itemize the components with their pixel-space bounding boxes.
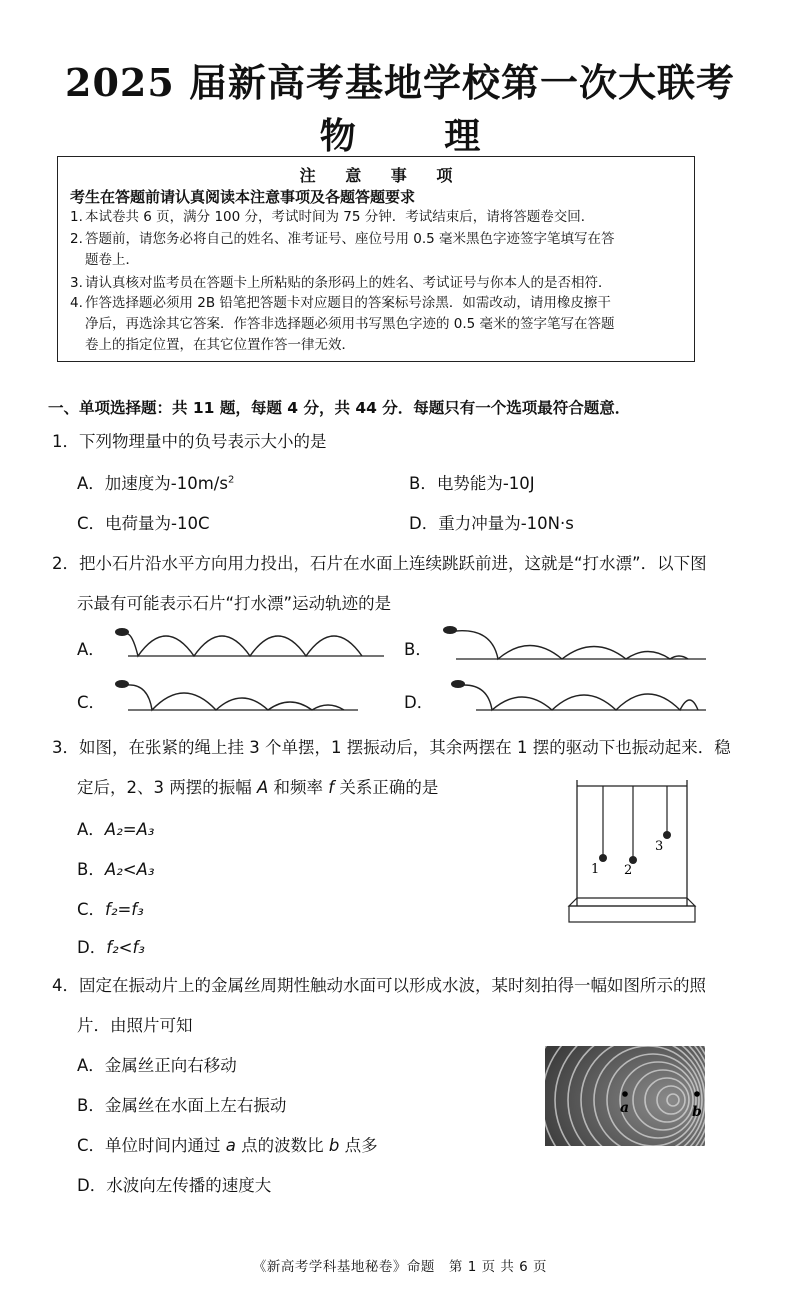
q3-option-d-body: f₂<f₃: [106, 938, 145, 957]
q2-stem-line2: 示最有可能表示石片“打水漂”运动轨迹的是: [77, 594, 392, 613]
q4-water-wave-photo: [545, 1046, 705, 1146]
q3-pendulum-figure: [565, 776, 705, 936]
q3-option-b-prefix: B．: [77, 860, 105, 879]
q4-option-d: D．水波向左传播的速度大: [77, 1176, 272, 1195]
q2-option-c: C．: [77, 693, 106, 712]
q3-stem-text: 和频率: [268, 778, 329, 797]
q2-trajectory-a: [108, 622, 388, 662]
point-b-label: b: [692, 1104, 702, 1120]
q4-var-b: b: [328, 1136, 340, 1155]
notice-item-text: 答题前，请您务必将自己的姓名、准考证号、座位号用 0.5 毫米黑色字迹签字笔填写在答: [85, 231, 615, 247]
notice-item-number: 1.: [70, 209, 83, 225]
q3-var-f: f: [328, 778, 335, 797]
q3-option-c-body: f₂=f₃: [105, 900, 144, 919]
notice-subheading: 考生在答题前请认真阅读本注意事项及各题答题要求: [70, 188, 416, 206]
q4-option-c-text: 点的波数比: [235, 1136, 329, 1155]
q3-option-c: [77, 896, 144, 920]
q2-option-a: A．: [77, 640, 105, 659]
q1-option-c: C．电荷量为-10C: [77, 514, 210, 533]
notice-item-number: 2.: [70, 231, 83, 247]
notice-item-number: 3.: [70, 275, 83, 291]
q3-stem-line2: [77, 774, 438, 798]
figure-base-top: [569, 898, 695, 906]
q2-trajectory-c: [108, 676, 388, 716]
q2-stem-line1: 2．把小石片沿水平方向用力投出，石片在水面上连续跳跃前进，这就是“打水漂”．以下图: [52, 554, 707, 573]
pendulum-label-3: 3: [655, 839, 664, 854]
q3-stem-text: 定后，2、3 两摆的振幅: [77, 778, 257, 797]
point-a-label: a: [620, 1100, 630, 1116]
pendulum-bob-1: [599, 854, 607, 862]
q1-stem: 1．下列物理量中的负号表示大小的是: [52, 432, 327, 451]
q3-option-d: [77, 934, 145, 958]
pendulum-label-2: 2: [624, 863, 633, 878]
point-b-marker: [694, 1091, 700, 1097]
q3-option-a-body: A₂=A₃: [104, 820, 155, 839]
notice-item-text: 请认真核对监考员在答题卡上所粘贴的条形码上的姓名、考试证号与你本人的是否相符．: [85, 275, 612, 291]
q3-var-a: A: [257, 778, 269, 797]
q4-option-c-text: C．单位时间内通过: [77, 1136, 226, 1155]
q3-option-a-prefix: A．: [77, 820, 105, 839]
q1-option-a-text: A．加速度为-10m/s: [77, 474, 228, 493]
page-footer: 《新高考学科基地秘卷》命题 第 1 页 共 6 页: [252, 1259, 548, 1275]
notice-item-3: [70, 273, 680, 294]
notice-heading: 注 意 事 项: [299, 166, 465, 185]
q4-option-b: B．金属丝在水面上左右振动: [77, 1096, 287, 1115]
q3-stem-line1: 3．如图，在张紧的绳上挂 3 个单摆，1 摆振动后，其余两摆在 1 摆的驱动下也振动起来．稳: [52, 738, 731, 757]
notice-item-text: 本试卷共 6 页，满分 100 分，考试时间为 75 分钟．考试结束后，请将答题卷交回．: [85, 209, 595, 225]
pendulum-bob-3: [663, 831, 671, 839]
section-heading: 一、单项选择题：共 11 题，每题 4 分，共 44 分．每题只有一个选项最符合题意．: [48, 399, 631, 417]
exam-title: 2025 届新高考基地学校第一次大联考: [65, 60, 735, 105]
q4-option-c: [77, 1132, 378, 1156]
q4-option-c-text: 点多: [339, 1136, 378, 1155]
subject-title: 物 理: [319, 115, 519, 157]
notice-box: [57, 156, 695, 362]
figure-base: [569, 906, 695, 922]
q4-stem-line1: 4．固定在振动片上的金属丝周期性触动水面可以形成水波，某时刻拍得一幅如图所示的照: [52, 976, 706, 995]
q4-stem-line2: 片．由照片可知: [77, 1016, 193, 1035]
q2-trajectory-d: [436, 676, 711, 716]
notice-item-1: [70, 207, 680, 228]
q1-option-a: [77, 470, 234, 494]
pendulum-label-1: 1: [591, 862, 600, 877]
point-a-marker: [622, 1091, 628, 1097]
q3-option-a: [77, 816, 154, 840]
q4-var-a: a: [225, 1136, 236, 1155]
notice-item-4: [70, 293, 680, 356]
notice-item-text: 作答选择题必须用 2B 铅笔把答题卡对应题目的答案标号涂黑．如需改动，请用橡皮擦干: [85, 295, 611, 311]
q3-option-b: [77, 856, 154, 880]
q3-stem-text: 关系正确的是: [334, 778, 439, 797]
q4-option-a: A．金属丝正向右移动: [77, 1056, 237, 1075]
notice-item-text-cont: 净后，再选涂其它答案．作答非选择题必须用书写黑色字迹的 0.5 毫米的签字笔写在答题: [85, 316, 615, 332]
q1-option-d: D．重力冲量为-10N·s: [409, 514, 574, 533]
q2-option-d: D．: [404, 693, 434, 712]
q3-option-d-prefix: D．: [77, 938, 107, 957]
q3-option-b-body: A₂<A₃: [104, 860, 155, 879]
q1-option-a-sup: 2: [227, 474, 235, 486]
q2-option-b: B．: [404, 640, 432, 659]
notice-item-number: 4.: [70, 295, 83, 311]
notice-item-text-cont: 题卷上．: [85, 252, 139, 268]
q1-option-b: B．电势能为-10J: [409, 474, 535, 493]
notice-item-2: [70, 229, 680, 271]
q2-trajectory-b: [436, 622, 711, 664]
q3-option-c-prefix: C．: [77, 900, 106, 919]
notice-item-text-cont: 卷上的指定位置，在其它位置作答一律无效．: [85, 337, 355, 353]
